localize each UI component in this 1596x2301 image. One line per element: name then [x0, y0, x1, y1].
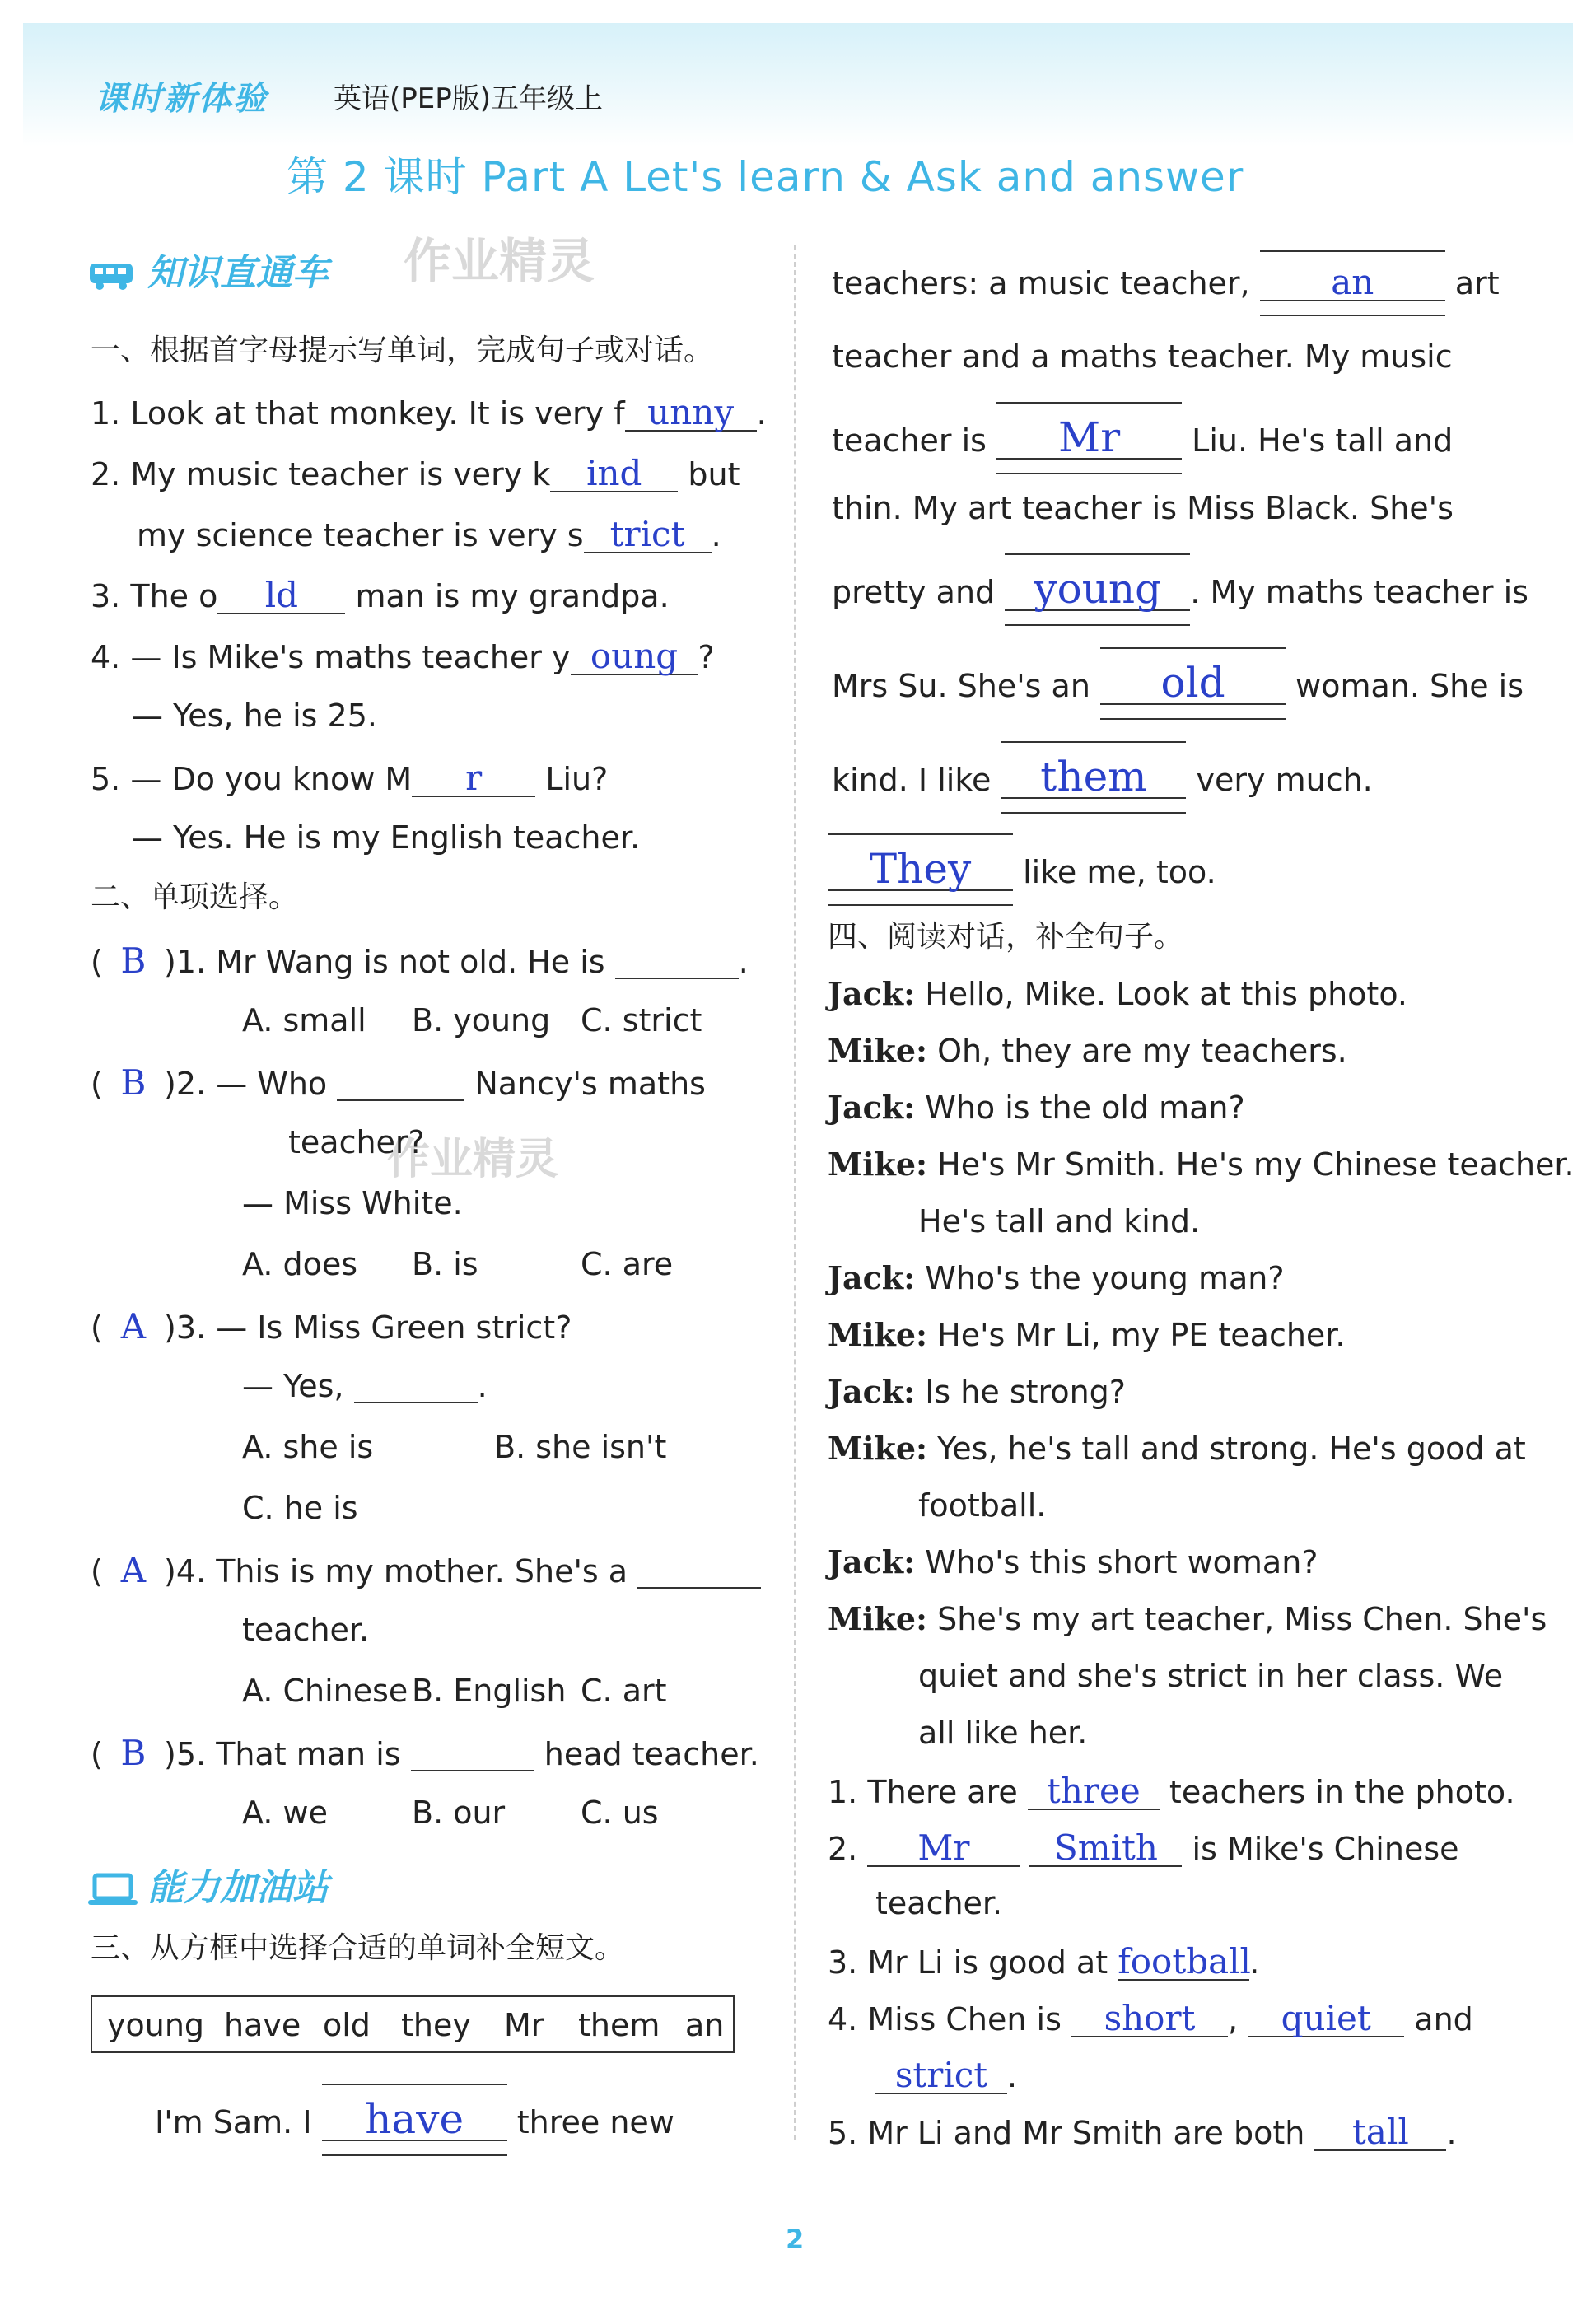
- answer-blank[interactable]: ind: [550, 456, 678, 492]
- lesson-title: 第 2 课时 Part A Let's learn & Ask and answer: [287, 153, 1244, 201]
- p3-r8: They like me, too.: [828, 848, 1216, 891]
- p4-q5: 5. Mr Li and Mr Smith are both tall .: [828, 2112, 1457, 2152]
- section-knowledge-label: 知识直通车: [147, 252, 329, 294]
- word-them: them: [578, 2007, 660, 2043]
- p2-q1-opt-a: A. small: [242, 1002, 366, 1038]
- dialog-line-10b: quiet and she's strict in her class. We: [918, 1658, 1504, 1694]
- p1-q4: 4. — Is Mike's maths teacher y oung ?: [91, 636, 715, 676]
- bus-icon: [86, 257, 139, 293]
- p2-q3-opt-b: B. she isn't: [494, 1429, 667, 1465]
- subject-label: 英语(PEP版)五年级上: [334, 82, 604, 115]
- answer-blank[interactable]: [411, 1739, 534, 1771]
- p2-q4-opt-a: A. Chinese: [242, 1673, 408, 1709]
- p2-q1-opt-b: B. young: [412, 1002, 551, 1038]
- section-ability: [86, 1858, 329, 1911]
- p1-q5: 5. — Do you know M r Liu?: [91, 758, 609, 798]
- answer-blank[interactable]: Mr: [996, 417, 1182, 460]
- p2-q4-opt-b: B. English: [412, 1673, 567, 1709]
- answer-blank[interactable]: Mr: [867, 1831, 1020, 1867]
- p2-q2-opt-c: C. are: [581, 1246, 674, 1282]
- dialog-line-7: Jack: Is he strong?: [828, 1373, 1126, 1410]
- column-divider: [794, 245, 796, 2140]
- p2-q2-line2: teacher?: [288, 1124, 425, 1160]
- p2-q1: ( B )1. Mr Wang is not old. He is .: [91, 940, 749, 981]
- p3-r4: thin. My art teacher is Miss Black. She's: [832, 490, 1454, 526]
- p2-q4-line2: teacher.: [242, 1612, 370, 1648]
- p1-q2: 2. My music teacher is very k ind but: [91, 453, 740, 493]
- answer-blank[interactable]: have: [322, 2098, 507, 2141]
- answer-blank[interactable]: strict: [875, 2058, 1007, 2094]
- word-an: an: [685, 2007, 725, 2043]
- dialog-line-10: Mike: She's my art teacher, Miss Chen. She's: [828, 1600, 1547, 1637]
- dialog-line-8b: football.: [918, 1487, 1047, 1524]
- p2-q2-reply: — Miss White.: [242, 1185, 463, 1221]
- p3-r6: Mrs Su. She's an old woman. She is: [832, 659, 1524, 707]
- p2-q2-opt-b: B. is: [412, 1246, 478, 1282]
- answer-blank[interactable]: [337, 1068, 464, 1101]
- watermark-text: 作业精灵: [404, 233, 595, 289]
- p3-r3: teacher is Mr Liu. He's tall and: [832, 413, 1454, 461]
- answer-blank[interactable]: quiet: [1248, 2001, 1404, 2037]
- word-mr: Mr: [504, 2007, 544, 2043]
- dialog-line-10c: all like her.: [918, 1715, 1088, 1751]
- answer-blank[interactable]: football: [1118, 1941, 1251, 1981]
- p2-q5: ( B )5. That man is head teacher.: [91, 1733, 759, 1773]
- dialog-line-4: Mike: He's Mr Smith. He's my Chinese teacher.: [828, 1146, 1575, 1183]
- dialog-line-3: Jack: Who is the old man?: [828, 1089, 1245, 1126]
- p1-q1: 1. Look at that monkey. It is very f unny .: [91, 392, 767, 432]
- word-old: old: [323, 2007, 371, 2043]
- part3-title: 三、从方框中选择合适的单词补全短文。: [91, 1931, 625, 1965]
- part4-title: 四、阅读对话，补全句子。: [828, 920, 1184, 954]
- p1-q5-reply: — Yes. He is my English teacher.: [132, 819, 641, 856]
- dialog-line-1: Jack: Hello, Mike. Look at this photo.: [828, 975, 1407, 1012]
- answer-blank[interactable]: tall: [1314, 2115, 1446, 2151]
- p2-q3: ( A )3. — Is Miss Green strict?: [91, 1306, 572, 1347]
- answer-blank[interactable]: trict: [584, 517, 712, 553]
- section-knowledge: [86, 243, 329, 296]
- answer-blank[interactable]: old: [1100, 662, 1286, 705]
- p4-q2-line2: teacher.: [875, 1885, 1003, 1921]
- part1-title: 一、根据首字母提示写单词，完成句子或对话。: [91, 334, 714, 367]
- p4-q1: 1. There are three teachers in the photo.: [828, 1771, 1515, 1811]
- dialog-line-5: Jack: Who's the young man?: [828, 1259, 1285, 1296]
- p3-line1: I'm Sam. I have three new: [155, 2095, 674, 2143]
- answer-blank[interactable]: They: [828, 848, 1013, 891]
- answer-blank[interactable]: short: [1071, 2001, 1228, 2037]
- laptop-icon: [86, 1872, 139, 1908]
- p3-r2: teacher and a maths teacher. My music: [832, 338, 1453, 375]
- p4-q2: 2. Mr Smith is Mike's Chinese: [828, 1827, 1459, 1868]
- watermark-text-2: 作业精灵: [387, 1135, 559, 1184]
- p2-q4-opt-c: C. art: [581, 1673, 667, 1709]
- brand-logo: 课时新体验: [95, 80, 268, 118]
- answer-blank[interactable]: three: [1028, 1774, 1160, 1810]
- answer-blank[interactable]: an: [1260, 265, 1445, 301]
- p4-q4-line2: strict .: [875, 2058, 1017, 2094]
- answer-blank[interactable]: unny: [625, 395, 757, 432]
- answer-blank[interactable]: [637, 1556, 761, 1589]
- part2-title: 二、单项选择。: [91, 880, 299, 914]
- p2-q2-opt-a: A. does: [242, 1246, 358, 1282]
- p1-q3: 3. The o ld man is my grandpa.: [91, 575, 670, 615]
- dialog-line-6: Mike: He's Mr Li, my PE teacher.: [828, 1316, 1346, 1353]
- p2-q3-reply: — Yes, .: [242, 1368, 488, 1404]
- dialog-line-8: Mike: Yes, he's tall and strong. He's good at: [828, 1430, 1526, 1467]
- answer-blank[interactable]: [615, 946, 739, 979]
- p2-q5-opt-c: C. us: [581, 1795, 659, 1831]
- word-box: [91, 1995, 735, 2053]
- p4-q3: 3. Mr Li is good at football.: [828, 1941, 1260, 1981]
- word-they: they: [401, 2007, 471, 2043]
- answer-blank[interactable]: Smith: [1029, 1831, 1182, 1867]
- dialog-line-9: Jack: Who's this short woman?: [828, 1543, 1318, 1580]
- p2-q3-opt-c: C. he is: [242, 1490, 358, 1526]
- word-have: have: [224, 2007, 301, 2043]
- p3-r5: pretty and young . My maths teacher is: [832, 565, 1528, 613]
- page-number: 2: [786, 2224, 805, 2255]
- answer-blank[interactable]: young: [1005, 568, 1190, 611]
- word-young: young: [107, 2007, 205, 2043]
- p2-q5-opt-b: B. our: [412, 1795, 506, 1831]
- p3-r1: teachers: a music teacher, an art: [832, 262, 1500, 302]
- p1-q2-line2: my science teacher is very s trict .: [137, 514, 721, 554]
- section-ability-label: 能力加油站: [147, 1867, 329, 1909]
- answer-blank[interactable]: them: [1001, 756, 1186, 799]
- p3-r7: kind. I like them very much.: [832, 753, 1373, 800]
- p2-q4: ( A )4. This is my mother. She's a: [91, 1553, 761, 1589]
- answer-blank[interactable]: ld: [217, 578, 345, 614]
- p4-q4: 4. Miss Chen is short , quiet and: [828, 1998, 1473, 2038]
- answer-blank[interactable]: r: [412, 761, 535, 797]
- dialog-line-4b: He's tall and kind.: [918, 1203, 1201, 1239]
- dialog-line-2: Mike: Oh, they are my teachers.: [828, 1032, 1347, 1069]
- p2-q1-opt-c: C. strict: [581, 1002, 702, 1038]
- p2-q2: ( B )2. — Who Nancy's maths: [91, 1062, 706, 1103]
- p2-q3-opt-a: A. she is: [242, 1429, 374, 1465]
- answer-blank[interactable]: oung: [571, 639, 698, 675]
- p2-q5-opt-a: A. we: [242, 1795, 328, 1831]
- answer-blank[interactable]: [354, 1370, 478, 1403]
- p1-q4-reply: — Yes, he is 25.: [132, 698, 377, 734]
